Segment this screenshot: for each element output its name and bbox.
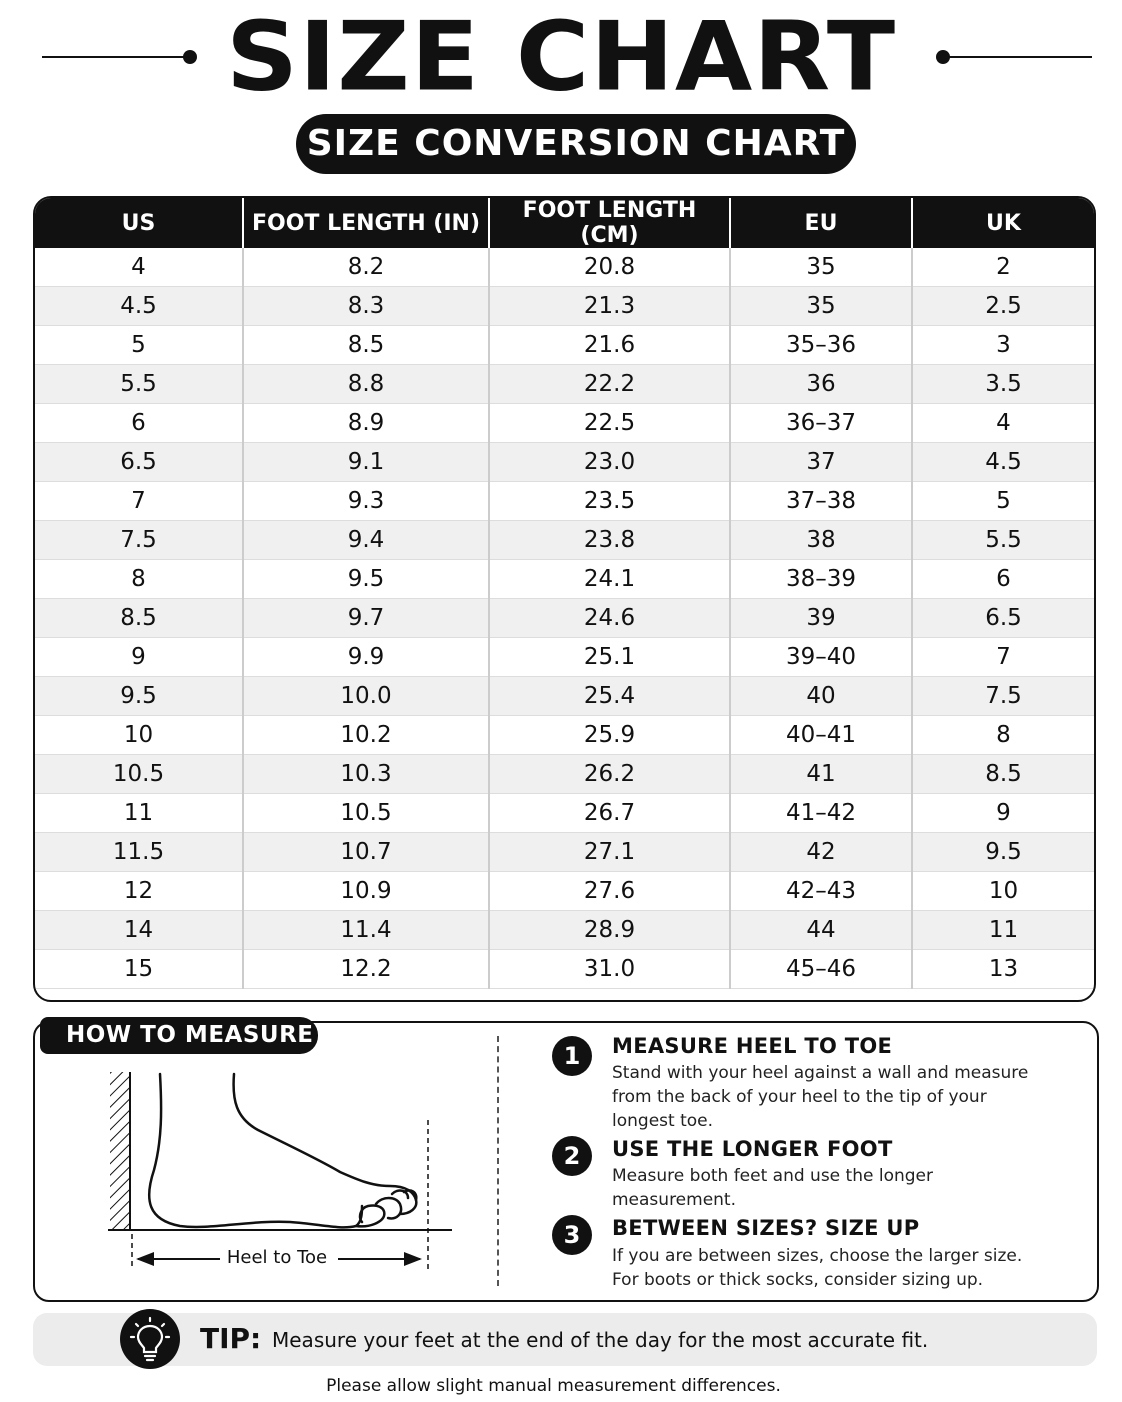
table-row — [35, 872, 1094, 911]
table-cell: 41 — [730, 755, 912, 794]
table-cell: 21.3 — [489, 287, 730, 326]
tip-label: TIP: — [200, 1322, 262, 1355]
table-cell: 9.1 — [243, 443, 489, 482]
table-row — [35, 443, 1094, 482]
table-cell: 39–40 — [730, 638, 912, 677]
table-cell: 6 — [912, 560, 1094, 599]
table-cell: 9.5 — [912, 833, 1094, 872]
table-cell: 23.0 — [489, 443, 730, 482]
column-header: UK — [912, 198, 1094, 248]
table-cell: 6.5 — [35, 443, 243, 482]
step-3-title: BETWEEN SIZES? SIZE UP — [612, 1216, 920, 1240]
table-row — [35, 521, 1094, 560]
table-cell: 14 — [35, 911, 243, 950]
table-cell: 42–43 — [730, 872, 912, 911]
table-cell: 13 — [912, 950, 1094, 989]
table-cell: 8.5 — [912, 755, 1094, 794]
table-cell: 23.8 — [489, 521, 730, 560]
table-cell: 21.6 — [489, 326, 730, 365]
table-row — [35, 911, 1094, 950]
page-title: SIZE CHART — [225, 0, 897, 113]
table-body — [35, 248, 1094, 989]
table-cell: 9.7 — [243, 599, 489, 638]
table-cell: 4.5 — [912, 443, 1094, 482]
table-cell: 26.7 — [489, 794, 730, 833]
step-2-title: USE THE LONGER FOOT — [612, 1137, 893, 1161]
table-cell: 37 — [730, 443, 912, 482]
table-cell: 9 — [912, 794, 1094, 833]
table-cell: 6.5 — [912, 599, 1094, 638]
table-row — [35, 755, 1094, 794]
how-to-measure-tab: HOW TO MEASURE — [40, 1017, 318, 1054]
table-cell: 42 — [730, 833, 912, 872]
table-cell: 8.8 — [243, 365, 489, 404]
table-cell: 31.0 — [489, 950, 730, 989]
table-cell: 22.2 — [489, 365, 730, 404]
tip-text: Measure your feet at the end of the day for the most accurate fit. — [272, 1328, 929, 1352]
table-cell: 10 — [35, 716, 243, 755]
table-cell: 9.9 — [243, 638, 489, 677]
table-row — [35, 365, 1094, 404]
table-cell: 11 — [35, 794, 243, 833]
table-cell: 11 — [912, 911, 1094, 950]
table-cell: 15 — [35, 950, 243, 989]
column-header: EU — [730, 198, 912, 248]
size-table — [35, 198, 1094, 989]
column-header: FOOT LENGTH (IN) — [243, 198, 489, 248]
size-conversion-table — [33, 196, 1096, 1002]
table-cell: 7.5 — [35, 521, 243, 560]
table-header-row — [35, 198, 1094, 248]
table-cell: 24.1 — [489, 560, 730, 599]
table-cell: 9.5 — [35, 677, 243, 716]
lightbulb-icon — [120, 1309, 180, 1369]
table-cell: 39 — [730, 599, 912, 638]
table-cell: 10 — [912, 872, 1094, 911]
table-cell: 25.4 — [489, 677, 730, 716]
table-cell: 35 — [730, 248, 912, 287]
table-cell: 8.5 — [243, 326, 489, 365]
table-cell: 5.5 — [35, 365, 243, 404]
footnote: Please allow slight manual measurement differences. — [326, 1376, 781, 1396]
table-cell: 24.6 — [489, 599, 730, 638]
table-cell: 40 — [730, 677, 912, 716]
table-cell: 8 — [912, 716, 1094, 755]
table-row — [35, 287, 1094, 326]
step-1-number: 1 — [552, 1036, 592, 1076]
table-row — [35, 404, 1094, 443]
table-cell: 2 — [912, 248, 1094, 287]
table-cell: 7 — [35, 482, 243, 521]
table-cell: 37–38 — [730, 482, 912, 521]
table-cell: 10.3 — [243, 755, 489, 794]
table-cell: 7.5 — [912, 677, 1094, 716]
table-cell: 9.5 — [243, 560, 489, 599]
table-cell: 20.8 — [489, 248, 730, 287]
table-row — [35, 794, 1094, 833]
table-cell: 28.9 — [489, 911, 730, 950]
table-cell: 4 — [912, 404, 1094, 443]
table-cell: 11.5 — [35, 833, 243, 872]
step-1-desc: Stand with your heel against a wall and measure from the back of your heel to the tip of your longest toe. — [612, 1063, 1029, 1131]
table-cell: 35–36 — [730, 326, 912, 365]
table-cell: 11.4 — [243, 911, 489, 950]
table-cell: 4 — [35, 248, 243, 287]
table-cell: 35 — [730, 287, 912, 326]
table-cell: 25.9 — [489, 716, 730, 755]
table-row — [35, 326, 1094, 365]
table-cell: 5 — [35, 326, 243, 365]
table-cell: 6 — [35, 404, 243, 443]
table-cell: 8.9 — [243, 404, 489, 443]
table-cell: 45–46 — [730, 950, 912, 989]
column-header: FOOT LENGTH (CM) — [489, 198, 730, 248]
table-cell: 12 — [35, 872, 243, 911]
table-row — [35, 638, 1094, 677]
table-row — [35, 677, 1094, 716]
table-cell: 10.5 — [35, 755, 243, 794]
table-cell: 12.2 — [243, 950, 489, 989]
table-cell: 41–42 — [730, 794, 912, 833]
step-2-number: 2 — [552, 1136, 592, 1176]
table-cell: 44 — [730, 911, 912, 950]
table-row — [35, 482, 1094, 521]
heel-to-toe-label: Heel to Toe — [222, 1247, 332, 1268]
table-cell: 10.5 — [243, 794, 489, 833]
table-row — [35, 716, 1094, 755]
table-cell: 3 — [912, 326, 1094, 365]
dashed-divider — [497, 1036, 499, 1286]
table-row — [35, 950, 1094, 989]
wall-icon — [110, 1072, 130, 1230]
table-cell: 10.2 — [243, 716, 489, 755]
step-3-desc: If you are between sizes, choose the larger size. For boots or thick socks, consider sizing up. — [612, 1246, 1023, 1290]
table-row — [35, 599, 1094, 638]
table-cell: 8 — [35, 560, 243, 599]
step-3-number: 3 — [552, 1215, 592, 1255]
table-row — [35, 248, 1094, 287]
table-cell: 10.0 — [243, 677, 489, 716]
table-cell: 36–37 — [730, 404, 912, 443]
table-row — [35, 833, 1094, 872]
table-cell: 5.5 — [912, 521, 1094, 560]
table-cell: 26.2 — [489, 755, 730, 794]
table-cell: 36 — [730, 365, 912, 404]
table-cell: 23.5 — [489, 482, 730, 521]
table-cell: 40–41 — [730, 716, 912, 755]
table-cell: 9 — [35, 638, 243, 677]
table-cell: 10.7 — [243, 833, 489, 872]
table-cell: 5 — [912, 482, 1094, 521]
table-cell: 9.3 — [243, 482, 489, 521]
table-cell: 9.4 — [243, 521, 489, 560]
foot-icon — [149, 1074, 416, 1227]
table-cell: 25.1 — [489, 638, 730, 677]
subtitle-pill: SIZE CONVERSION CHART — [296, 114, 856, 174]
table-cell: 8.3 — [243, 287, 489, 326]
table-cell: 38 — [730, 521, 912, 560]
table-cell: 27.6 — [489, 872, 730, 911]
column-header: US — [35, 198, 243, 248]
table-cell: 10.9 — [243, 872, 489, 911]
table-cell: 38–39 — [730, 560, 912, 599]
table-cell: 4.5 — [35, 287, 243, 326]
table-cell: 27.1 — [489, 833, 730, 872]
step-2-desc: Measure both feet and use the longer measurement. — [612, 1166, 933, 1210]
table-cell: 7 — [912, 638, 1094, 677]
table-cell: 2.5 — [912, 287, 1094, 326]
table-cell: 8.2 — [243, 248, 489, 287]
table-cell: 22.5 — [489, 404, 730, 443]
step-1-title: MEASURE HEEL TO TOE — [612, 1034, 893, 1058]
table-cell: 8.5 — [35, 599, 243, 638]
table-cell: 3.5 — [912, 365, 1094, 404]
table-row — [35, 560, 1094, 599]
